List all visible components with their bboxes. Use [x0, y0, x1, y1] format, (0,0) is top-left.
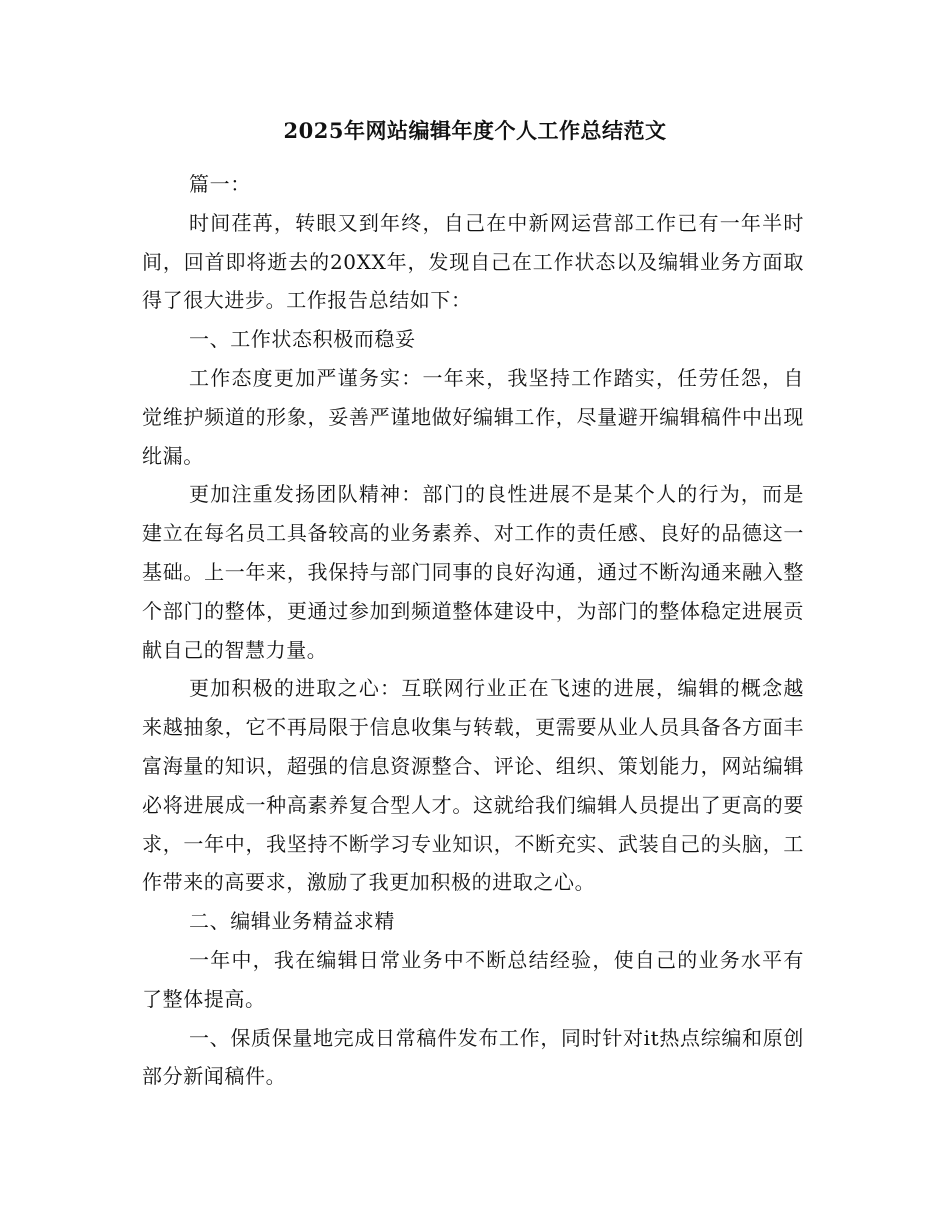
document-body — [142, 165, 804, 1096]
paragraph-intro: 时间荏苒，转眼又到年终，自己在中新网运营部工作已有一年半时间，回首即将逝去的20XX年，发现自己在工作状态以及编辑业务方面取得了很大进步。工作报告总结如下： — [142, 210, 804, 313]
paragraph-progressive-mind: 更加积极的进取之心：互联网行业正在飞速的进展，编辑的概念越来越抽象，它不再局限于信息收集与转载，更需要从业人员具备各方面丰富海量的知识，超强的信息资源整合、评论、组织、策划能力，网站编辑必将进展成一种高素养复合型人才。这就给我们编辑人员提出了更高的要求，一年中，我坚持不断学习专业知识，不断充实、武装自己的头脑，工作带来的高要求，激励了我更加积极的进取之心。 — [142, 676, 804, 895]
paragraph-work-attitude: 工作态度更加严谨务实：一年来，我坚持工作踏实，任劳任怨，自觉维护频道的形象，妥善严谨地做好编辑工作，尽量避开编辑稿件中出现纰漏。 — [142, 365, 804, 468]
paragraph-editing-business: 一年中，我在编辑日常业务中不断总结经验，使自己的业务水平有了整体提高。 — [142, 947, 804, 1011]
heading-section-1: 一、工作状态积极而稳妥 — [189, 327, 416, 352]
paragraph-team-spirit: 更加注重发扬团队精神：部门的良性进展不是某个人的行为，而是建立在每名员工具备较高的业务素养、对工作的责任感、良好的品德这一基础。上一年来，我保持与部门同事的良好沟通，通过不断沟通来融入整个部门的整体，更通过参加到频道整体建设中，为部门的整体稳定进展贡献自己的智慧力量。 — [142, 482, 804, 662]
paragraph-section-label: 篇一： — [189, 172, 251, 196]
paragraph-daily-articles: 一、保质保量地完成日常稿件发布工作，同时针对it热点综编和原创部分新闻稿件。 — [142, 1025, 804, 1089]
document-title: 2025年网站编辑年度个人工作总结范文 — [283, 118, 667, 143]
heading-section-2: 二、编辑业务精益求精 — [189, 909, 395, 934]
